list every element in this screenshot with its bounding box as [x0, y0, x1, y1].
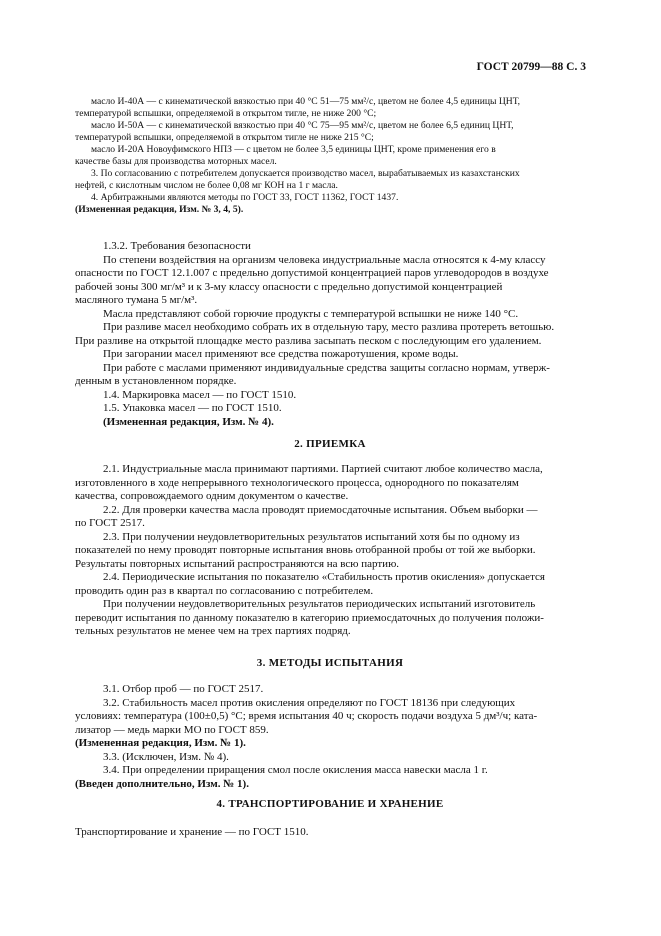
text-line: 2.1. Индустриальные масла принимают партиями. Партией считают любое количество масла,	[103, 463, 543, 475]
text-line: изготовленного в ходе непрерывного технологического процесса, однородного по показателям	[75, 476, 519, 489]
subsection-title: 1.3.2. Требования безопасности	[103, 240, 251, 252]
text-line: нефтей, с кислотным числом не более 0,08 мг КОН на 1 г масла.	[75, 180, 338, 191]
text-line: показателей по нему проводят повторные испытания вновь отобранной пробы от той же выборки.	[75, 544, 536, 556]
amendment-note: (Измененная редакция, Изм. № 4).	[103, 415, 274, 428]
text-line: При разливе на открытой площадке место разлива засыпать песком с последующим его удалением.	[75, 334, 542, 347]
text-line: По степени воздействия на организм человека индустриальные масла относятся к 4-му классу	[103, 253, 546, 266]
text-line: 3.2. Стабильность масел против окисления определяют по ГОСТ 18136 при следующих	[103, 696, 516, 709]
section-heading-test-methods: 3. МЕТОДЫ ИСПЫТАНИЯ	[256, 657, 404, 669]
oil-specs-block	[75, 96, 585, 216]
text-line: переводит испытания по данному показателю в категорию приемосдаточных до получения положи-	[75, 611, 544, 624]
text-line: по ГОСТ 2517.	[75, 517, 145, 529]
text-line: 3.4. При определении приращения смол после окисления масса навески масла 1 г.	[103, 764, 488, 776]
text-line: качестве базы для производства моторных масел.	[75, 156, 277, 167]
amendment-note: (Измененная редакция, Изм. № 3, 4, 5).	[75, 204, 244, 215]
text-line: проводить один раз в квартал по согласованию с потребителем.	[75, 584, 374, 597]
text-line: 1.5. Упаковка масел — по ГОСТ 1510.	[103, 402, 282, 414]
text-line: При загорании масел применяют все средства пожаротушения, кроме воды.	[103, 348, 459, 360]
text-line: При работе с маслами применяют индивидуальные средства защиты согласно нормам, утверж-	[103, 361, 550, 374]
text-line: денным в установленном порядке.	[75, 375, 237, 387]
text-line: Транспортирование и хранение — по ГОСТ 1510.	[75, 826, 309, 838]
acceptance-block	[75, 463, 585, 639]
text-line: масло И-50А — с кинематической вязкостью при 40 °С 75—95 мм²/с, цветом не более 6,5 единиц ЦНТ,	[91, 120, 514, 131]
text-line: 4. Арбитражными являются методы по ГОСТ 33, ГОСТ 11362, ГОСТ 1437.	[91, 192, 399, 203]
text-line: 3.1. Отбор проб — по ГОСТ 2517.	[103, 683, 264, 695]
text-line: 1.4. Маркировка масел — по ГОСТ 1510.	[103, 388, 297, 401]
text-line: 3.3. (Исключен, Изм. № 4).	[103, 750, 229, 763]
text-line: 2.3. При получении неудовлетворительных результатов испытаний хотя бы по одному из	[103, 530, 520, 543]
text-line: 3. По согласованию с потребителем допускается производство масел, вырабатываемых из казахстанских	[91, 168, 520, 179]
text-line: качества, сопровождаемого одним документом о качестве.	[75, 490, 349, 502]
text-line: условиях: температура (100±0,5) °С; время испытания 40 ч; скорость подачи воздуха 5 дм³/ч; ката-	[75, 710, 538, 722]
text-line: масло И-40А — с кинематической вязкостью при 40 °С 51—75 мм²/с, цветом не более 4,5 единицы ЦНТ,	[91, 96, 521, 107]
text-line: тельных результатов не менее чем на трех партиях подряд.	[75, 625, 351, 637]
text-line: При разливе масел необходимо собрать их в отдельную тару, место разлива протереть ветошью.	[103, 321, 555, 333]
text-line: 2.2. Для проверки качества масла проводят приемосдаточные испытания. Объем выборки —	[103, 503, 538, 516]
text-line: Результаты повторных испытаний распространяются на всю партию.	[75, 557, 400, 570]
test-methods-block	[75, 683, 585, 791]
text-line: температурой вспышки, определяемой в открытом тигле, не ниже 200 °С;	[75, 108, 377, 119]
text-line: рабочей зоны 300 мг/м³ и к 3-му классу опасности с предельно допустимой концентрацией	[75, 280, 503, 293]
text-line: масляного тумана 5 мг/м³.	[75, 294, 198, 306]
text-line: масло И-20А Новоуфимского НПЗ — с цветом не более 3,5 единицы ЦНТ, кроме применения его в	[91, 144, 496, 155]
amendment-note: (Введен дополнительно, Изм. № 1).	[75, 777, 249, 790]
safety-requirements-block	[75, 240, 585, 429]
section-heading-acceptance: 2. ПРИЕМКА	[294, 438, 366, 450]
text-line: опасности по ГОСТ 12.1.007 с предельно допустимой концентрацией паров углеводородов в воздухе	[75, 267, 549, 279]
text-line: 2.4. Периодические испытания по показателю «Стабильность против окисления» допускается	[103, 571, 545, 583]
text-line: При получении неудовлетворительных результатов периодических испытаний изготовитель	[103, 598, 536, 610]
transport-storage-block	[75, 826, 585, 840]
section-heading-transport-storage: 4. ТРАНСПОРТИРОВАНИЕ И ХРАНЕНИЕ	[216, 798, 444, 810]
text-line: температурой вспышки, определяемой в открытом тигле не ниже 215 °С;	[75, 132, 374, 143]
text-line: лизатор — медь марки МО по ГОСТ 859.	[75, 723, 269, 736]
amendment-note: (Измененная редакция, Изм. № 1).	[75, 737, 246, 749]
text-line: Масла представляют собой горючие продукты с температурой вспышки не ниже 140 °С.	[103, 307, 519, 320]
page-header: ГОСТ 20799—88 С. 3	[476, 61, 586, 73]
